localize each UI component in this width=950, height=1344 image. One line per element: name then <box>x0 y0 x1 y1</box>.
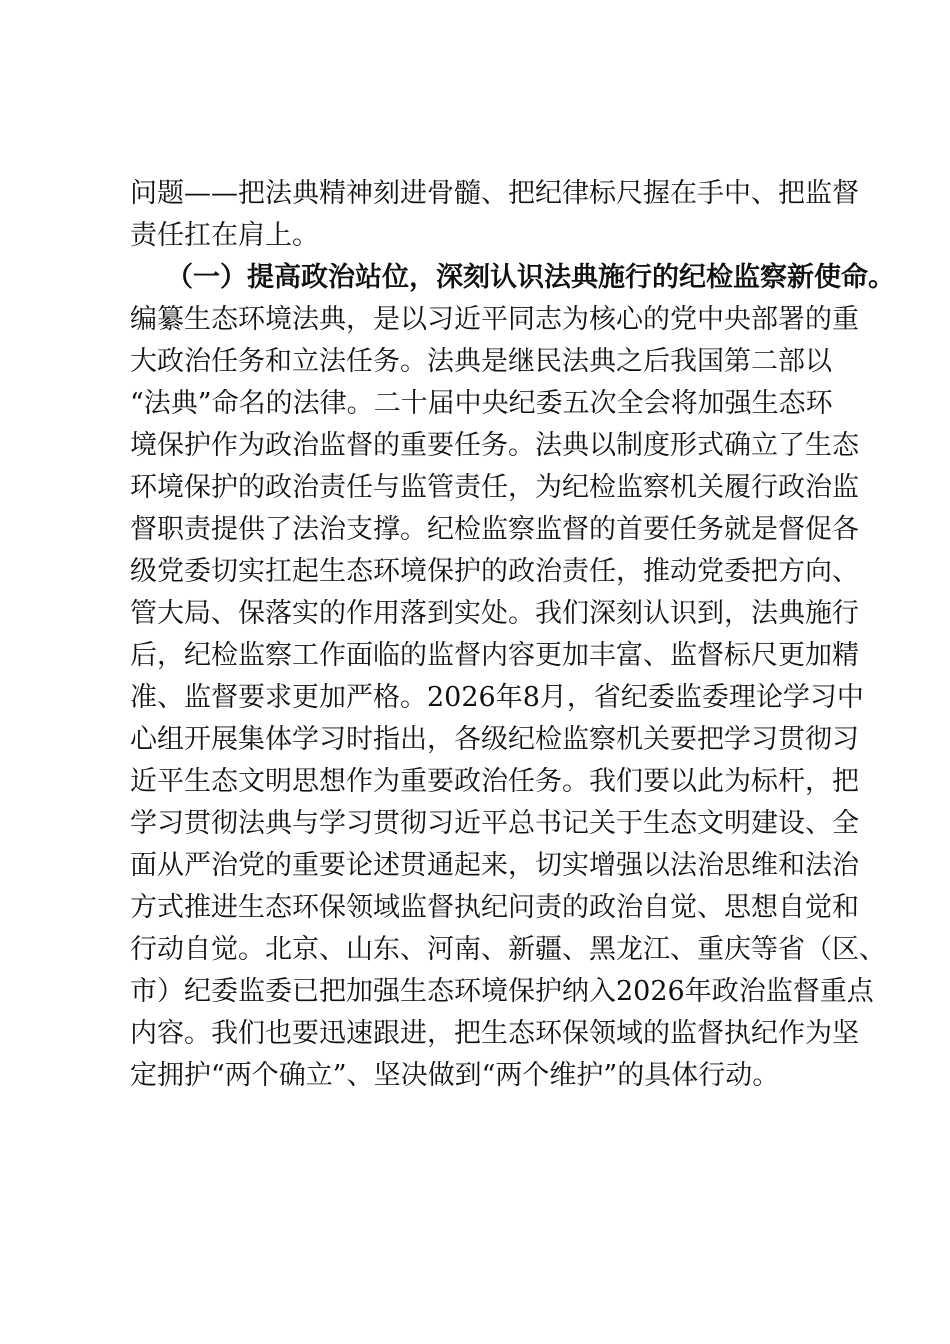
paragraph-line: 心组开展集体学习时指出，各级纪检监察机关要把学习贯彻习 <box>130 724 859 755</box>
paragraph-line: 境保护作为政治监督的重要任务。法典以制度形式确立了生态 <box>130 430 859 461</box>
paragraph-line: “法典”命名的法律。二十届中央纪委五次全会将加强生态环 <box>130 388 833 419</box>
section-heading: （一）提高政治站位，深刻认识法典施行的纪检监察新使命。 <box>166 262 895 293</box>
paragraph-line: 后，纪检监察工作面临的监督内容更加丰富、监督标尺更加精 <box>130 640 859 671</box>
paragraph-line: 内容。我们也要迅速跟进，把生态环保领域的监督执纪作为坚 <box>130 1018 859 1049</box>
paragraph-line: 面从严治党的重要论述贯通起来，切实增强以法治思维和法治 <box>130 850 859 881</box>
paragraph-line: 环境保护的政治责任与监管责任，为纪检监察机关履行政治监 <box>130 472 859 503</box>
paragraph-line: 督职责提供了法治支撑。纪检监察监督的首要任务就是督促各 <box>130 514 859 545</box>
paragraph-line: 准、监督要求更加严格。2026年8月，省纪委监委理论学习中 <box>130 682 864 713</box>
paragraph-line: 问题——把法典精神刻进骨髓、把纪律标尺握在手中、把监督 <box>130 178 859 209</box>
paragraph-line: 级党委切实扛起生态环境保护的政治责任，推动党委把方向、 <box>130 556 859 587</box>
paragraph-line: 大政治任务和立法任务。法典是继民法典之后我国第二部以 <box>130 346 832 377</box>
paragraph-line: 管大局、保落实的作用落到实处。我们深刻认识到，法典施行 <box>130 598 859 629</box>
paragraph-line: 方式推进生态环保领域监督执纪问责的政治自觉、思想自觉和 <box>130 892 859 923</box>
paragraph-line: 市）纪委监委已把加强生态环境保护纳入2026年政治监督重点 <box>130 976 874 1007</box>
paragraph-line: 学习贯彻法典与学习贯彻习近平总书记关于生态文明建设、全 <box>130 808 859 839</box>
paragraph-line: 行动自觉。北京、山东、河南、新疆、黑龙江、重庆等省（区、 <box>130 934 886 965</box>
paragraph-line: 近平生态文明思想作为重要政治任务。我们要以此为标杆，把 <box>130 766 859 797</box>
paragraph-line: 定拥护“两个确立”、坚决做到“两个维护”的具体行动。 <box>130 1060 780 1091</box>
paragraph-line: 责任扛在肩上。 <box>130 220 319 251</box>
paragraph-line: 编纂生态环境法典，是以习近平同志为核心的党中央部署的重 <box>130 304 859 335</box>
